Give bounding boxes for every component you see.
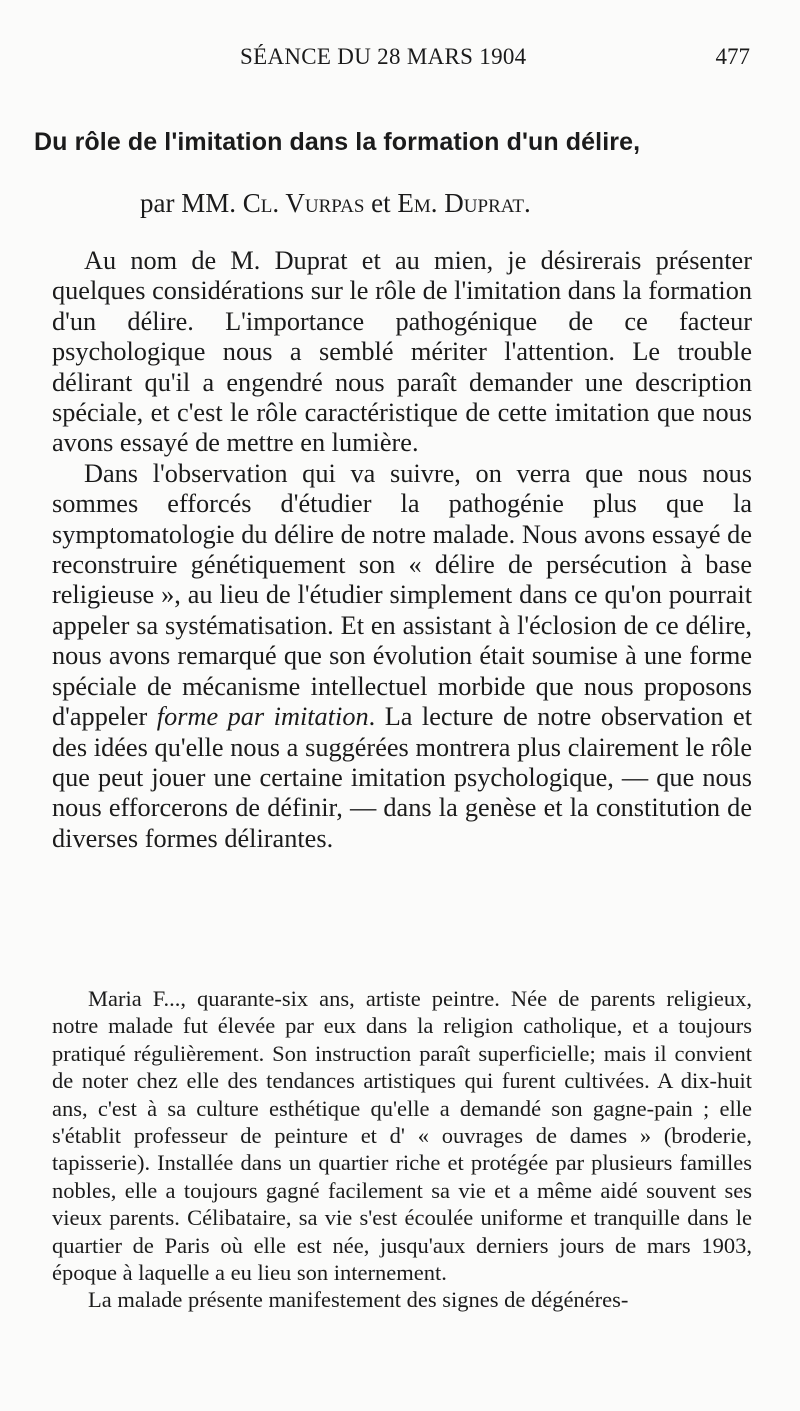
running-head [0,34,800,74]
case-paragraph: Maria F..., quarante-six ans, artiste peintre. Née de parents religieux, notre malade fut élevée par eux dans la religion catholique, et a toujours pratiqué régulièrement. Son instruction paraît superficielle; mais il convient de noter chez elle des tendances artistiques qui furent cultivées. A dix-huit ans, c'est à sa culture esthétique qu'elle a demandé son gagne-pain ; elle s'établit professeur de peinture et d' « ouvrages de dames » (broderie, tapisserie). Installée dans un quartier riche et protégée par plusieurs familles nobles, elle a toujours gagné facilement sa vie et a même aidé souvent ses vieux parents. Célibataire, sa vie s'est écoulée uniforme et tranquille dans le quartier de Paris où elle est née, jusqu'aux derniers jours de mars 1903, époque à laquelle a eu lieu son internement. [52,986,752,1286]
paragraph-observation-text-2: . La lecture de notre observation et des idées qu'elle nous a suggérées montrera plus clairement le rôle que peut jouer une certaine imitation psychologique, — que nous nous efforcerons de définir, — dans la genèse et la constitution de diverses formes délirantes. [52,702,752,853]
case-report [52,985,752,1314]
italic-term: forme par imitation [156,702,369,732]
page-number: 477 [715,44,750,69]
paragraph-observation-text-1: Dans l'observation qui va suivre, on verra que nous nous sommes efforcés d'étudier la pathogénie plus que la symptomatologie du délire de notre malade. Nous avons essayé de reconstruire génétiquement son « délire de persécution à base religieuse », au lieu de l'étudier simplement dans ce qu'on pourrait appeler sa systématisation. Et en assistant à l'éclosion de ce délire, nous avons remarqué que son évolution était soumise à une forme spéciale de mécanisme intellectuel morbide que nous proposons d'appeler [52,458,752,732]
case-paragraph-continuation: La malade présente manifestement des signes de dégénéres- [88,1287,629,1313]
byline-suffix: . [523,188,531,218]
article-title: Du rôle de l'imitation dans la formation d'un délire, [34,128,641,156]
article-body [52,246,752,854]
byline-prefix: par MM. [140,188,243,218]
byline [140,188,740,219]
byline-conjunction: et [364,188,398,218]
paragraph-observation [52,459,752,854]
author-vurpas: Cl. Vurpas [242,188,365,218]
paragraph-intro: Au nom de M. Duprat et au mien, je désirerais présenter quelques considérations sur le rôle de l'imitation dans la formation d'un délire. L'importance pathogénique de ce facteur psychologique nous a semblé mériter l'attention. Le trouble délirant qu'il a engendré nous paraît demander une description spéciale, et c'est le rôle caractéristique de cette imitation que nous avons essayé de mettre en lumière. [52,246,752,458]
running-title: SÉANCE DU 28 MARS 1904 [240,44,527,69]
author-duprat: Em. Duprat [397,188,524,218]
